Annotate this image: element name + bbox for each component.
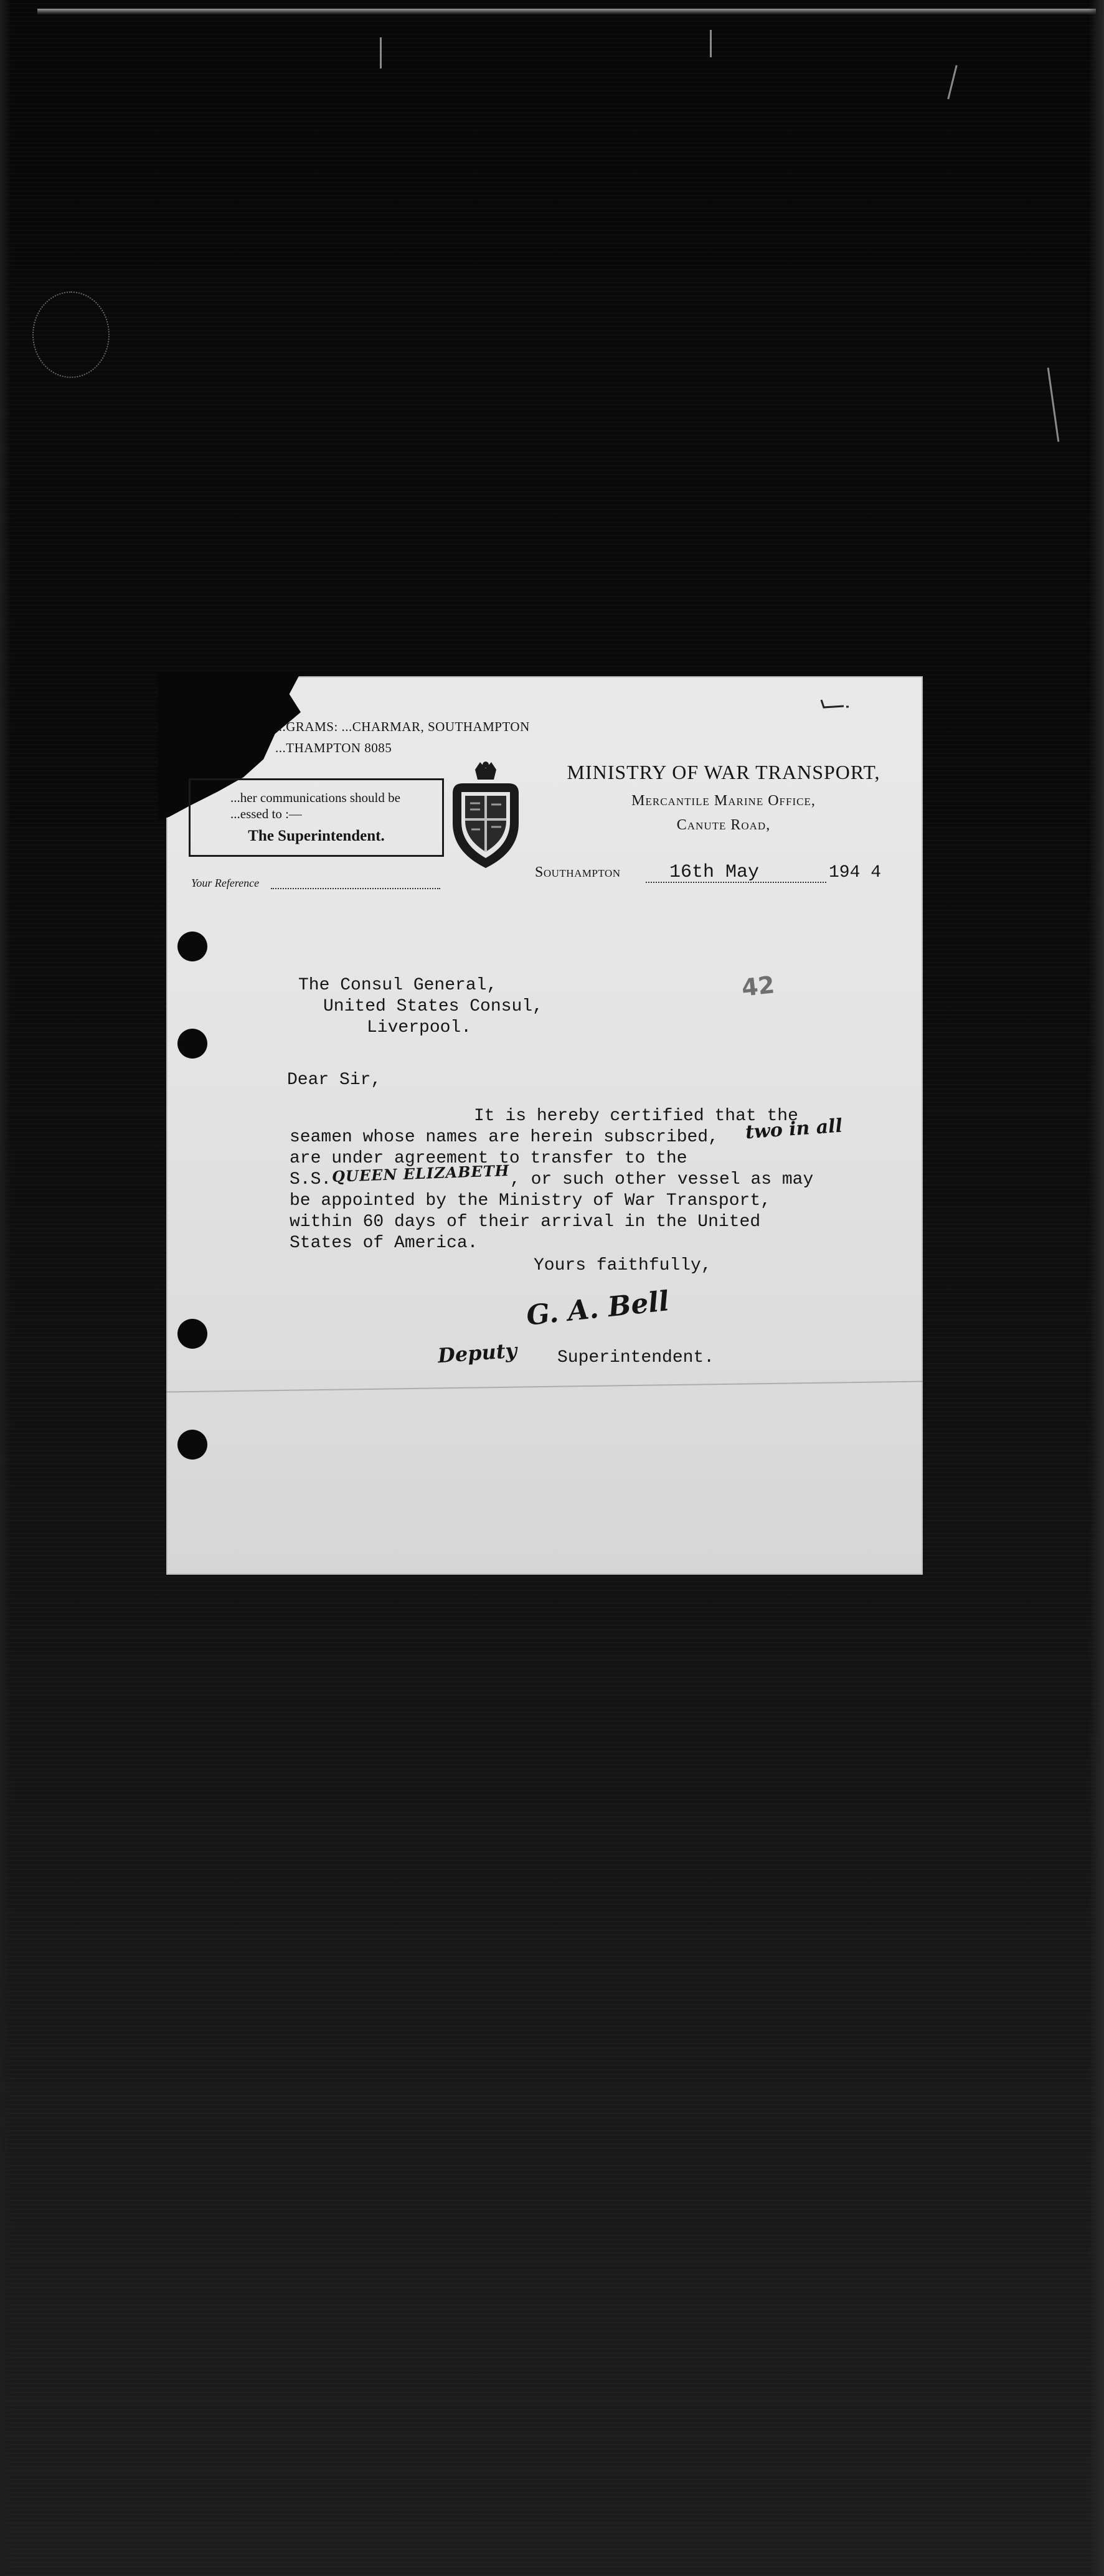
your-reference-label: Your Reference <box>191 877 260 889</box>
communications-text: ...her communications should be <box>230 790 400 805</box>
place-label: Southampton <box>535 864 621 880</box>
punch-hole <box>177 1430 207 1460</box>
body-line: States of America. <box>290 1234 478 1253</box>
punch-hole <box>177 1029 207 1059</box>
film-scratch <box>947 65 957 99</box>
signatory-title: Superintendent. <box>557 1348 715 1367</box>
closing: Yours faithfully, <box>534 1256 712 1275</box>
telegrams-line: ...GRAMS: ...CHARMAR, SOUTHAMPTON <box>275 719 530 734</box>
body-line: within 60 days of their arrival in the United <box>290 1212 761 1232</box>
punch-hole <box>177 932 207 961</box>
film-left-edge <box>0 0 11 2576</box>
paper-fold <box>166 1381 923 1393</box>
communications-text: ...essed to :— <box>230 806 302 821</box>
recipient-line: Liverpool. <box>367 1018 472 1037</box>
film-scratch <box>380 37 382 68</box>
letter-year: 194 4 <box>829 863 882 882</box>
corner-mark-icon <box>819 697 856 710</box>
body-line: seamen whose names are herein subscribed, <box>290 1128 719 1147</box>
office-road: Canute Road, <box>676 817 771 833</box>
handwritten-ship-name: QUEEN ELIZABETH <box>331 1161 510 1186</box>
royal-crest-icon <box>448 758 524 872</box>
communications-addressee: The Superintendent. <box>248 828 385 844</box>
body-line-suffix: , or such other vessel as may <box>510 1170 814 1189</box>
telephone-line: ...THAMPTON 8085 <box>275 740 392 755</box>
letterhead-contact <box>275 716 530 758</box>
recipient-line: United States Consul, <box>323 997 543 1016</box>
communications-box <box>189 778 444 857</box>
pencil-folio-number: 42 <box>740 971 776 1002</box>
film-top-edge <box>37 9 1096 15</box>
recipient-line: The Consul General, <box>298 976 498 995</box>
film-right-edge <box>1089 0 1104 2576</box>
ministry-name: MINISTRY OF WAR TRANSPORT, <box>567 761 880 783</box>
reference-dotted-line <box>271 888 440 889</box>
body-line: are under agreement to transfer to the <box>290 1149 687 1168</box>
handwritten-insert: two in all <box>744 1115 844 1144</box>
film-blemish <box>32 291 110 378</box>
handwritten-signature: G. A. Bell <box>524 1285 671 1332</box>
letter-sheet <box>166 676 923 1575</box>
body-line: It is hereby certified that the <box>474 1106 798 1126</box>
film-scratch <box>1047 367 1060 441</box>
letter-date: 16th May <box>669 862 760 883</box>
salutation: Dear Sir, <box>287 1070 382 1090</box>
body-line: be appointed by the Ministry of War Transport, <box>290 1191 771 1210</box>
body-line-prefix: S.S. <box>290 1170 332 1189</box>
office-name: Mercantile Marine Office, <box>631 793 816 809</box>
punch-hole <box>177 1319 207 1349</box>
handwritten-deputy: Deputy <box>436 1338 518 1368</box>
ministry-heading <box>534 761 913 834</box>
film-scratch <box>710 30 712 57</box>
